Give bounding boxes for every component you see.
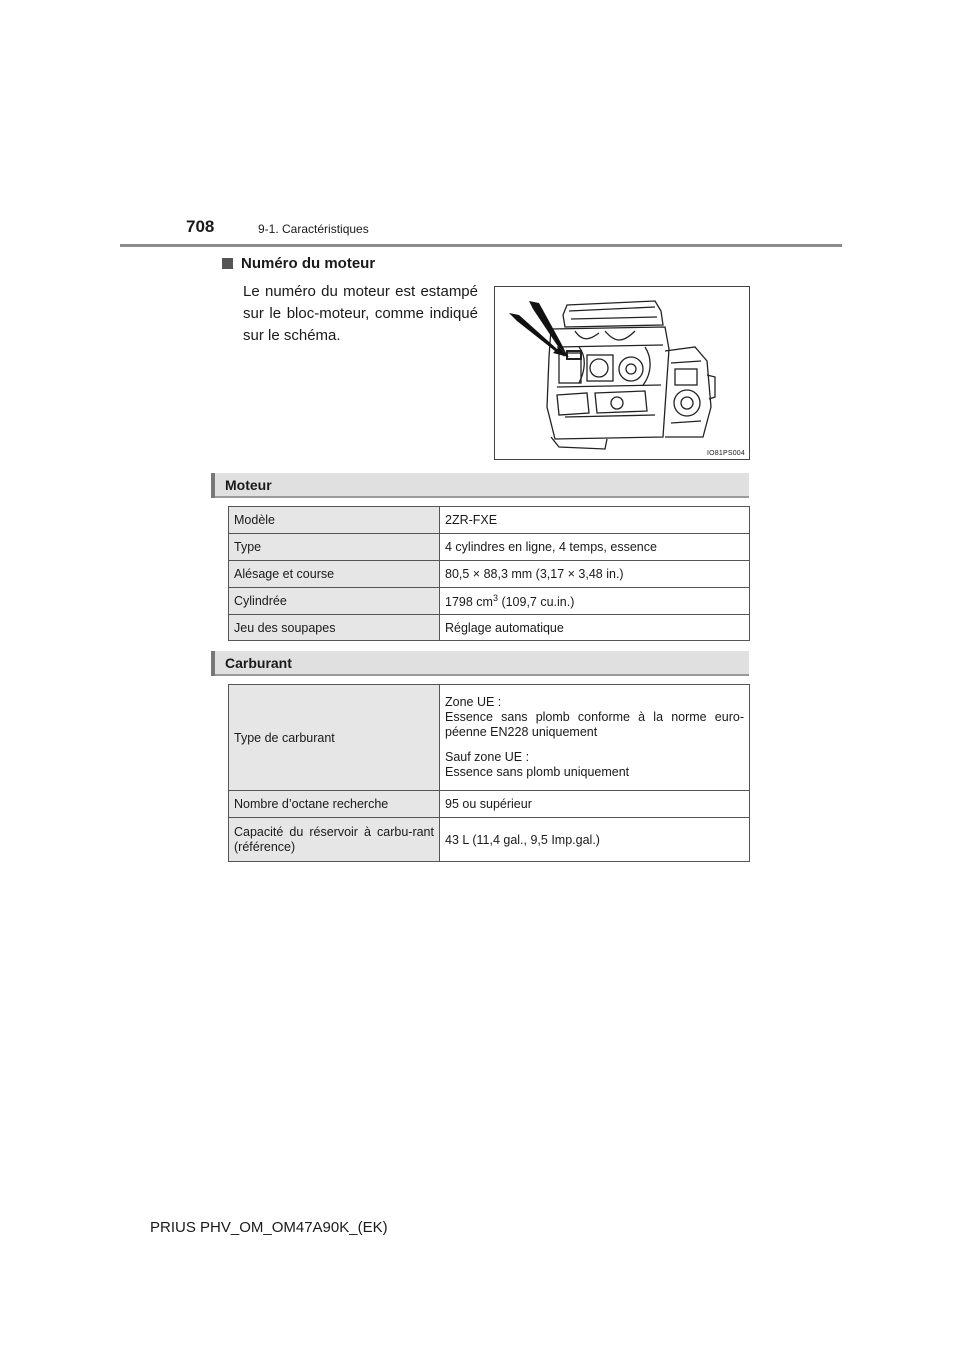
table-row xyxy=(229,791,750,818)
figure-code: IO81PS004 xyxy=(707,450,745,457)
spec-value: 95 ou supérieur xyxy=(440,791,750,818)
page-number: 708 xyxy=(186,217,215,236)
displacement-value: 1798 cm xyxy=(445,595,493,610)
section-title: 9-1. Caractéristiques xyxy=(258,222,369,236)
carburant-section-band xyxy=(211,651,749,676)
spec-key: Type xyxy=(229,534,440,561)
table-row xyxy=(229,534,750,561)
spec-value xyxy=(440,588,750,615)
spec-value: 43 L (11,4 gal., 9,5 Imp.gal.) xyxy=(440,818,750,862)
spec-key: Type de carburant xyxy=(229,685,440,791)
table-row xyxy=(229,818,750,862)
moteur-section-band xyxy=(211,473,749,498)
spec-value: 4 cylindres en ligne, 4 temps, essence xyxy=(440,534,750,561)
band-marker xyxy=(211,651,215,676)
moteur-section-title: Moteur xyxy=(225,477,272,493)
document-id: PRIUS PHV_OM_OM47A90K_(EK) xyxy=(150,1219,388,1236)
spec-key: Nombre d’octane recherche xyxy=(229,791,440,818)
cell-gap xyxy=(445,740,744,750)
table-row xyxy=(229,507,750,534)
non-ue-zone-label: Sauf zone UE : xyxy=(445,750,530,764)
table-row xyxy=(229,561,750,588)
moteur-spec-table xyxy=(228,506,750,641)
band-marker xyxy=(211,473,215,498)
engine-number-heading xyxy=(222,255,375,272)
ue-zone-text: Essence sans plomb conforme à la norme euro-péenne EN228 uniquement xyxy=(445,710,744,739)
non-ue-zone-text: Essence sans plomb uniquement xyxy=(445,765,630,779)
carburant-spec-table xyxy=(228,684,750,862)
table-row xyxy=(229,588,750,615)
spec-value: 2ZR-FXE xyxy=(440,507,750,534)
spec-key: Jeu des soupapes xyxy=(229,615,440,641)
engine-number-heading-text: Numéro du moteur xyxy=(241,255,376,272)
square-bullet-icon xyxy=(222,258,233,269)
spec-key: Alésage et course xyxy=(229,561,440,588)
carburant-section-title: Carburant xyxy=(225,655,292,671)
spec-key: Modèle xyxy=(229,507,440,534)
engine-diagram xyxy=(494,286,750,460)
engine-illustration xyxy=(495,287,749,459)
table-row xyxy=(229,685,750,791)
spec-key: Capacité du réservoir à carbu-rant (référence) xyxy=(229,818,440,862)
displacement-cuin: (109,7 cu.in.) xyxy=(497,595,575,610)
table-row xyxy=(229,615,750,641)
displacement-exponent: 3 xyxy=(492,592,498,603)
ue-zone-label: Zone UE : xyxy=(445,695,502,709)
spec-value: 80,5 × 88,3 mm (3,17 × 3,48 in.) xyxy=(440,561,750,588)
header-divider xyxy=(120,244,842,247)
spec-key: Cylindrée xyxy=(229,588,440,615)
engine-number-description: Le numéro du moteur est estampé sur le bloc-moteur, comme indiqué sur le schéma. xyxy=(243,283,478,344)
spec-value xyxy=(440,685,750,791)
spec-value: Réglage automatique xyxy=(440,615,750,641)
